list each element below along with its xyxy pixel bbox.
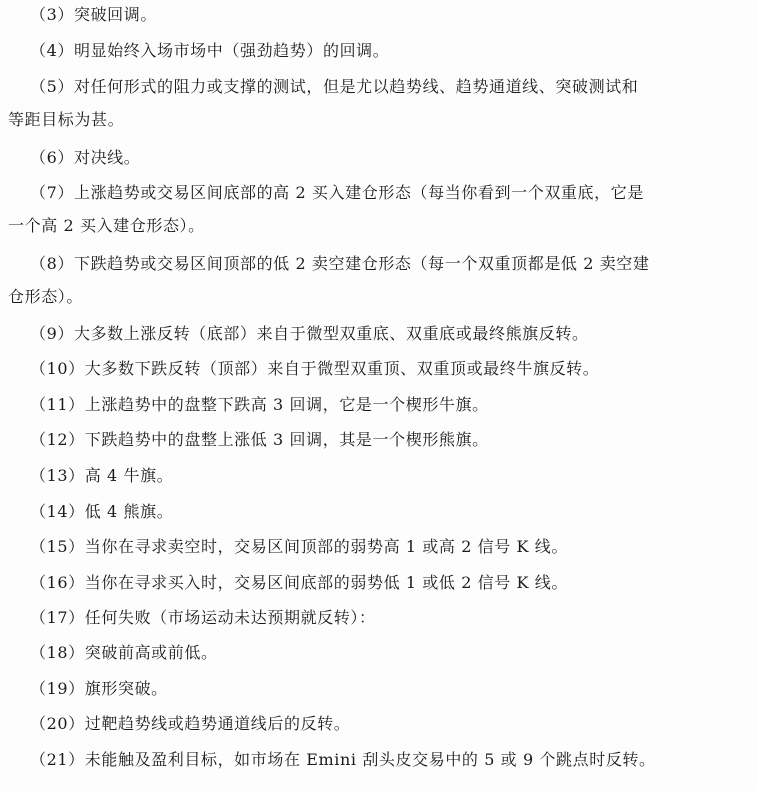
item-number: （7） — [30, 183, 74, 202]
item-text: 旗形突破。 — [84, 679, 168, 698]
item-number: （9） — [30, 324, 74, 343]
list-item-13 — [30, 465, 173, 487]
item-number: （15） — [30, 537, 85, 556]
item-text: 突破前高或前低。 — [84, 643, 218, 662]
item-number: （10） — [30, 359, 85, 378]
item-text: 明显始终入场市场中（强劲趋势）的回调。 — [73, 41, 390, 60]
list-item-6 — [30, 147, 140, 169]
list-item-8-continuation: 仓形态）。 — [8, 287, 84, 306]
list-item-8 — [30, 253, 650, 275]
item-text: 任何失败（市场运动未达预期就反转）： — [84, 608, 376, 627]
item-text: 上涨趋势中的盘整下跌高 3 回调，它是一个楔形牛旗。 — [84, 395, 489, 414]
item-text: 下跌趋势或交易区间顶部的低 2 卖空建仓形态（每一个双重顶都是低 2 卖空建 — [73, 254, 650, 273]
list-item-16 — [30, 572, 568, 594]
list-item-21 — [30, 749, 656, 771]
item-number: （11） — [30, 395, 85, 414]
item-number: （16） — [30, 573, 85, 592]
item-number: （17） — [30, 608, 85, 627]
item-text: 大多数上涨反转（底部）来自于微型双重底、双重底或最终熊旗反转。 — [73, 324, 589, 343]
item-number: （8） — [30, 254, 74, 273]
list-item-4 — [30, 40, 389, 62]
list-item-11 — [30, 394, 489, 416]
item-number: （12） — [30, 430, 85, 449]
item-text: 高 4 牛旗。 — [84, 466, 174, 485]
list-item-5-continuation: 等距目标为甚。 — [8, 110, 125, 129]
item-number: （6） — [30, 148, 74, 167]
list-item-14 — [30, 501, 173, 523]
list-item-10 — [30, 358, 599, 380]
item-number: （21） — [30, 750, 85, 769]
list-item-7-continuation: 一个高 2 买入建仓形态）。 — [8, 216, 205, 235]
item-number: （13） — [30, 466, 85, 485]
item-text: 对任何形式的阻力或支撑的测试，但是尤以趋势线、趋势通道线、突破测试和 — [73, 77, 639, 96]
item-text: 低 4 熊旗。 — [84, 502, 174, 521]
item-number: （4） — [30, 41, 74, 60]
list-item-18 — [30, 642, 218, 664]
item-number: （20） — [30, 714, 85, 733]
list-item-15 — [30, 536, 568, 558]
list-item-5 — [30, 76, 638, 98]
item-text: 大多数下跌反转（顶部）来自于微型双重顶、双重顶或最终牛旗反转。 — [84, 359, 600, 378]
list-item-12 — [30, 429, 489, 451]
list-item-17 — [30, 607, 376, 629]
item-number: （3） — [30, 5, 74, 24]
item-text: 突破回调。 — [73, 5, 157, 24]
list-item-19 — [30, 678, 168, 700]
list-item-3 — [30, 4, 157, 26]
item-text: 当你在寻求卖空时，交易区间顶部的弱势高 1 或高 2 信号 K 线。 — [84, 537, 568, 556]
list-item-20 — [30, 713, 350, 735]
item-text: 未能触及盈利目标，如市场在 Emini 刮头皮交易中的 5 或 9 个跳点时反转。 — [84, 750, 656, 769]
item-text: 过靶趋势线或趋势通道线后的反转。 — [84, 714, 351, 733]
item-number: （19） — [30, 679, 85, 698]
item-text: 上涨趋势或交易区间底部的高 2 买入建仓形态（每当你看到一个双重底，它是 — [73, 183, 644, 202]
list-item-7 — [30, 182, 644, 204]
item-text: 下跌趋势中的盘整上涨低 3 回调，其是一个楔形熊旗。 — [84, 430, 489, 449]
item-number: （14） — [30, 502, 85, 521]
item-text: 当你在寻求买入时，交易区间底部的弱势低 1 或低 2 信号 K 线。 — [84, 573, 568, 592]
item-text: 对决线。 — [73, 148, 141, 167]
item-number: （5） — [30, 77, 74, 96]
list-item-9 — [30, 323, 589, 345]
item-number: （18） — [30, 643, 85, 662]
